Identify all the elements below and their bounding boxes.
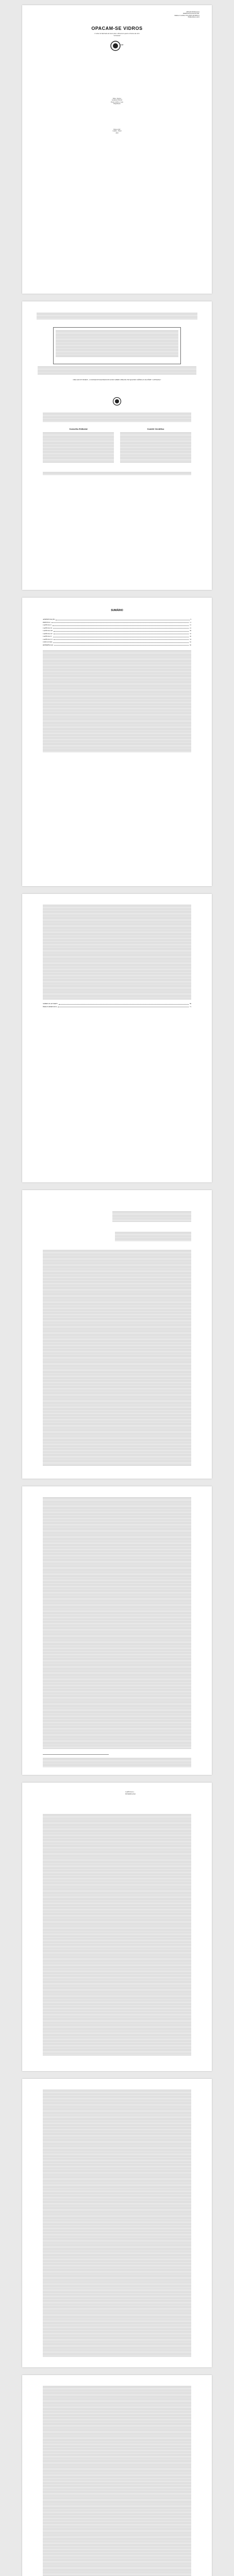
book-heading: OPACAM-SE VIDROS – O OLHAR DE MACHADO DE ASSIS SOBRE O BRASIL EM QUATRO CRÔNICAS DA SÉRIE "A SEMANA" (73, 379, 161, 381)
publisher-year: 2018 (115, 132, 119, 134)
chapter-heading-line: CAPÍTULO I (125, 1791, 134, 1793)
toc-continued-page (22, 894, 212, 1182)
crv-logo-icon (112, 397, 122, 406)
body-text (43, 1249, 191, 1468)
toc-entry-label: ÍNDICE REMISSIVO (43, 1005, 57, 1008)
body-page-2 (22, 1486, 212, 1775)
toc-entry-page: 9 (190, 618, 191, 620)
publisher-city: Curitiba – Brasil (112, 130, 122, 132)
toc-list (43, 618, 191, 753)
publisher-logo (110, 40, 124, 52)
body-text (43, 1814, 191, 2056)
authors-block (174, 11, 199, 19)
chapter-page (22, 1783, 212, 2071)
role-line: Editor / Revisor (112, 98, 122, 99)
toc-entry-label: CAPÍTULO VI (43, 638, 53, 640)
toc-entry[interactable] (43, 1006, 191, 1009)
epigraph-2 (115, 1231, 191, 1242)
role-line: Diagramação (113, 103, 121, 105)
editorial-council (43, 428, 114, 463)
toc-entry-label: CAPÍTULO V (43, 635, 52, 637)
book-subtitle: O olhar de Machado de Assis sobre o Brasil em quatro crônicas da série (94, 32, 140, 35)
toc-entry-page: 71 (190, 1005, 191, 1008)
author-name: BRENNAN DA SILVA LEAL (183, 13, 199, 15)
isbn-block (38, 366, 196, 375)
council-title: Conselho Editorial (69, 428, 88, 430)
author-name: FERNANDA CALVI (188, 16, 199, 19)
toc-subentries (43, 904, 191, 999)
title-page (22, 5, 212, 294)
toc-entry-label: PREFÁCIO (43, 621, 51, 623)
footnotes (43, 1757, 191, 1768)
catalog-card (53, 327, 181, 364)
councils (43, 428, 191, 463)
toc-title: SUMÁRIO (111, 609, 123, 612)
chapter-heading-line: INTRODUÇÃO (125, 1793, 136, 1795)
toc-entry-label: CONCLUSÃO (43, 641, 53, 643)
author-name: RENATO PETRAGLIA (186, 11, 199, 13)
toc-entry-page: 61 (190, 641, 191, 643)
toc-entry-label: CAPÍTULO I (43, 624, 52, 626)
toc-entry-page: 21 (190, 626, 191, 629)
body-text (43, 2385, 191, 2576)
toc-page (22, 598, 212, 886)
toc-subentries (43, 650, 191, 753)
publisher-name: Editora CRV (113, 129, 121, 130)
toc-list-continued (43, 904, 191, 1008)
body-page-3 (22, 2079, 212, 2367)
chapter-heading (125, 1791, 191, 1795)
body-page-1 (22, 1190, 212, 1479)
toc-entry-page: 29 (190, 630, 191, 632)
epigraph (112, 1211, 191, 1222)
logo-label: CRV (121, 44, 124, 46)
copyright-notice (37, 311, 197, 321)
toc-entry-page: 69 (190, 1003, 191, 1005)
toc-entry-label: CAPÍTULO III (43, 630, 53, 632)
body-page-4 (22, 2375, 212, 2576)
toc-entry-label: CAPÍTULO IV (43, 632, 53, 635)
toc-entry-page: 65 (190, 643, 191, 646)
book-subtitle-2: "A Semana" (113, 35, 121, 37)
footnote-rule (43, 1754, 109, 1755)
crv-mark (112, 397, 122, 406)
publisher-address (43, 412, 191, 422)
book-title: OPACAM-SE VIDROS (91, 26, 143, 31)
author-name: MARIA CLAUDIA VOLANTES DE MELLO (174, 14, 199, 16)
scientific-committee (120, 428, 191, 463)
roles-block (22, 98, 212, 105)
role-line: Projeto Gráfico e Capa (111, 101, 123, 103)
toc-entry[interactable] (43, 644, 191, 647)
title-block (38, 26, 196, 37)
toc-entry-page: 45 (190, 635, 191, 637)
copyright-heading-block (53, 379, 181, 381)
toc-entry-page: 37 (190, 632, 191, 635)
toc-entry-page: 53 (190, 638, 191, 640)
publisher-footer (22, 129, 212, 134)
toc-entry-label: APRESENTAÇÃO (43, 618, 55, 620)
body-text (43, 2089, 191, 2357)
toc-entry-label: SOBRE OS AUTORES (43, 1003, 58, 1005)
toc-entry-label: CAPÍTULO II (43, 626, 52, 629)
toc-entry-page: 11 (190, 621, 191, 623)
role-line: Assistente Editorial (111, 99, 123, 101)
toc-entry-page: 15 (190, 624, 191, 626)
body-text (43, 1497, 191, 1749)
review-notice (43, 471, 191, 476)
council-title: Comitê Científico (147, 428, 164, 430)
copyright-page (22, 301, 212, 590)
toc-entry-label: REFERÊNCIAS (43, 643, 54, 646)
